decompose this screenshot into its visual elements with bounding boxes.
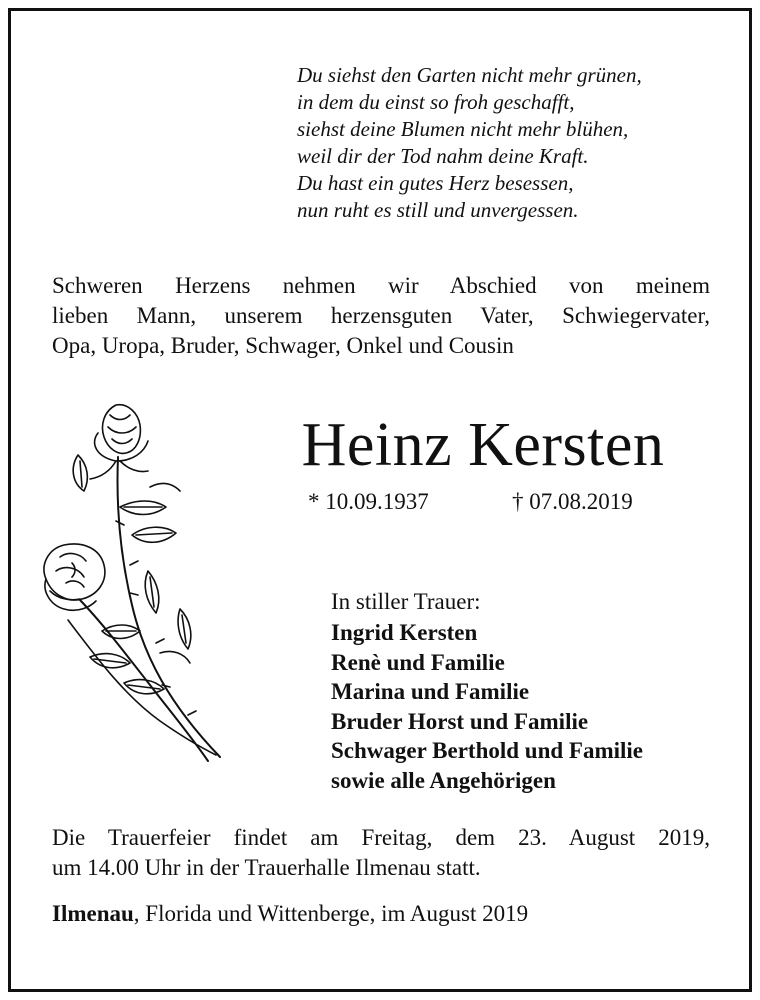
poem-line: in dem du einst so froh geschafft, (297, 90, 575, 114)
birth-date: * 10.09.1937 (308, 489, 429, 514)
intro-line: Schweren Herzens nehmen wir Abschied von meinem (52, 273, 710, 298)
funeral-line: Die Trauerfeier findet am Freitag, dem 23. August 2019, (52, 825, 710, 850)
intro-line: lieben Mann, unserem herzensguten Vater, Schwiegervater, (52, 303, 710, 328)
funeral-line: um 14.00 Uhr in der Trauerhalle Ilmenau statt. (52, 855, 481, 880)
farewell-intro (52, 271, 710, 361)
mourner-name: sowie alle Angehörigen (331, 767, 556, 793)
poem-line: Du hast ein gutes Herz besessen, (297, 171, 574, 195)
mourning-label: In stiller Trauer: (331, 589, 481, 614)
place-rest: , Florida und Wittenberge, im August 2019 (133, 901, 529, 926)
funeral-info (52, 823, 710, 883)
memorial-poem (297, 62, 737, 224)
death-date: † 07.08.2019 (512, 489, 633, 514)
poem-line: weil dir der Tod nahm deine Kraft. (297, 144, 589, 168)
mourner-name: Renè und Familie (331, 649, 505, 675)
poem-line: Du siehst den Garten nicht mehr grünen, (297, 63, 642, 87)
mourner-name: Marina und Familie (331, 679, 530, 704)
mourner-name: Schwager Berthold und Familie (331, 738, 644, 763)
intro-line: Opa, Uropa, Bruder, Schwager, Onkel und Cousin (52, 333, 514, 358)
mourner-name: Ingrid Kersten (331, 620, 478, 645)
mourner-list (331, 618, 643, 795)
place-and-date (52, 899, 528, 929)
poem-line: nun ruht es still und unvergessen. (297, 198, 579, 222)
mourner-name: Bruder Horst und Familie (331, 708, 589, 734)
place-city: Ilmenau (52, 901, 134, 926)
rose-icon (20, 395, 240, 775)
poem-line: siehst deine Blumen nicht mehr blühen, (297, 117, 629, 141)
deceased-name: Heinz Kersten (301, 411, 665, 479)
